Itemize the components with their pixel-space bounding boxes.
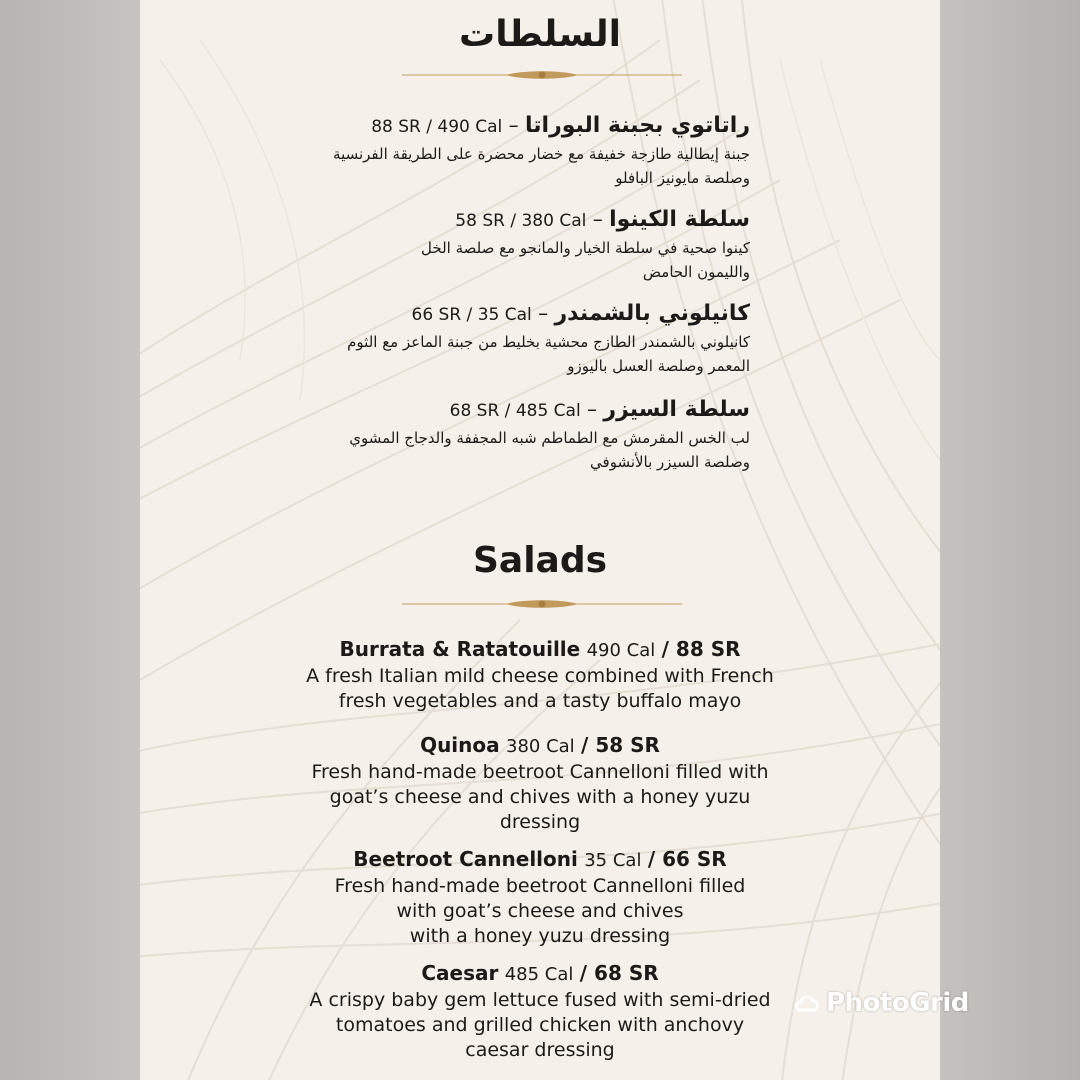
dish-description: with goat’s cheese and chives <box>396 900 684 922</box>
right-gray-margin <box>940 0 1080 1080</box>
menu-page <box>140 0 940 1080</box>
left-gray-margin <box>0 0 140 1080</box>
dish-name: Caesar <box>421 961 499 985</box>
dish-price: / 88 SR <box>661 637 741 661</box>
dish-calories: 485 Cal <box>504 964 574 985</box>
dish-name-ar: سلطة السيزر <box>603 397 750 422</box>
dish-cal-price-ar: 68 SR / 485 Cal <box>449 401 581 421</box>
dish-calories: 35 Cal <box>584 850 642 871</box>
english-menu-item <box>240 846 840 949</box>
dish-description: with a honey yuzu dressing <box>409 925 671 947</box>
dish-price: / 66 SR <box>647 847 727 871</box>
watermark-text: PhotoGrid <box>826 988 969 1018</box>
dish-description-ar: جبنة إيطالية طازجة خفيفة مع خضار محضرة على الطريقة الفرنسية <box>333 145 750 163</box>
dish-description: fresh vegetables and a tasty buffalo mayo <box>338 690 742 712</box>
dish-description: Fresh hand-made beetroot Cannelloni filled <box>334 875 746 897</box>
photogrid-cloud-icon <box>792 988 822 1018</box>
dish-name: Beetroot Cannelloni <box>353 847 578 871</box>
dish-calories: 380 Cal <box>506 736 575 757</box>
dish-description: goat’s cheese and chives with a honey yuzu <box>329 786 751 808</box>
dish-description: dressing <box>499 811 581 833</box>
arabic-menu-item: كانيلوني بالشمندر – 66 SR / 35 Cal كانيلوني بالشمندر الطازج محشية بخليط من جبنة الماعز مع الثوم المعمر وصلصة العسل باليوزو <box>270 298 750 378</box>
dish-name: Burrata & Ratatouille <box>339 637 581 661</box>
dish-description: A fresh Italian mild cheese combined with French <box>306 665 774 687</box>
dish-description-ar: كينوا صحية في سلطة الخيار والمانجو مع صلصة الخل <box>421 239 750 257</box>
arabic-menu-item: سلطة السيزر – 68 SR / 485 Cal لب الخس المقرمش مع الطماطم شبه المجففة والدجاج المشوي وصلصة السيزر بالأنشوفي <box>270 394 750 474</box>
dish-name-ar: راتاتوي بجبنة البوراتا <box>525 113 750 138</box>
dish-price: / 68 SR <box>579 961 659 985</box>
english-menu-item <box>240 960 840 1063</box>
english-menu-item <box>240 732 840 835</box>
dish-calories: 490 Cal <box>586 640 656 661</box>
english-section-title: Salads <box>472 540 608 581</box>
ornamental-divider <box>402 69 682 81</box>
dish-description-ar: وصلصة السيزر بالأنشوفي <box>590 453 750 471</box>
dish-cal-price-ar: 88 SR / 490 Cal <box>371 117 503 137</box>
photogrid-watermark <box>792 983 969 1023</box>
dish-description-ar: كانيلوني بالشمندر الطازج محشية بخليط من جبنة الماعز مع الثوم <box>347 333 750 351</box>
dish-description: Fresh hand-made beetroot Cannelloni filled with <box>311 761 769 783</box>
dish-name: Quinoa <box>420 733 500 757</box>
ornamental-divider <box>402 598 682 610</box>
dish-description: tomatoes and grilled chicken with anchovy <box>335 1014 745 1036</box>
dish-name-ar: كانيلوني بالشمندر <box>554 301 750 326</box>
dish-description-ar: لب الخس المقرمش مع الطماطم شبه المجففة والدجاج المشوي <box>349 429 750 447</box>
dish-description-ar: وصلصة مايونيز البافلو <box>615 169 750 187</box>
arabic-menu-item: سلطة الكينوا – 58 SR / 380 Cal كينوا صحية في سلطة الخيار والمانجو مع صلصة الخل والليمون الحامض <box>270 204 750 284</box>
dish-name-ar: سلطة الكينوا <box>609 207 750 232</box>
dish-description: caesar dressing <box>465 1039 615 1061</box>
dish-price: / 58 SR <box>581 733 660 757</box>
dish-description-ar: المعمر وصلصة العسل باليوزو <box>567 357 750 375</box>
dish-cal-price-ar: 66 SR / 35 Cal <box>411 305 532 325</box>
english-menu-item <box>240 636 840 714</box>
arabic-menu-item: راتاتوي بجبنة البوراتا – 88 SR / 490 Cal جبنة إيطالية طازجة خفيفة مع خضار محضرة على الطريقة الفرنسية وصلصة مايونيز البافلو <box>270 110 750 190</box>
dish-description: A crispy baby gem lettuce fused with semi-dried <box>309 989 771 1011</box>
arabic-section-title: السلطات <box>459 14 621 55</box>
dish-cal-price-ar: 58 SR / 380 Cal <box>455 211 587 231</box>
dish-description-ar: والليمون الحامض <box>642 263 750 281</box>
